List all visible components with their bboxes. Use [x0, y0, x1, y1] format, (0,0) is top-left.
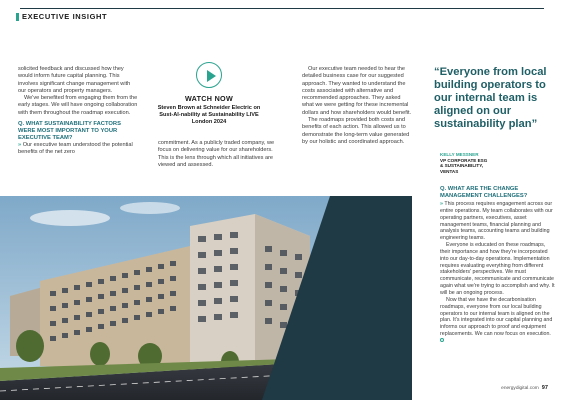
col1-question: Q. WHAT SUSTAINABILITY FACTORS WERE MOST IMPORTANT TO YOUR EXECUTIVE TEAM? [18, 121, 121, 142]
footer-site[interactable]: energydigital.com [501, 386, 539, 391]
quote-role-1: VP CORPORATE ESG [440, 157, 488, 163]
video-promo [150, 62, 268, 125]
end-mark-icon [440, 338, 444, 342]
col4-paragraph-3-text: Now that we have the decarbonisation roadmaps, everyone from our local building operators to our internal team is aligned on the plan. It's integrated into our capital planning and informs our approach to proof and equipment replacements. We can now focus on execution. [440, 296, 553, 338]
col4-paragraph-1 [440, 201, 556, 242]
col4-paragraph-1-text: This process requires engagement across our entire operations. My team collaborates with our operating partners, executives, asset management teams, financial planning and analysis teams, accounting teams and building engineering teams. [440, 201, 553, 242]
building-photo [0, 196, 412, 400]
col4-paragraph-2: Everyone is educated on these roadmaps, their importance and how they're incorporated into our day-to-day operations. Implementation requires evaluating everything from different stakeholders' perspectives. We must communicate, recommunicate and communicate again what we're trying to accomplish and why. It will be an ongoing process. [440, 242, 555, 296]
col3-paragraph-2: The roadmaps provided both costs and benefits of each action. This allowed us to demonstrate the long-term value generated by our holistic and coordinated approach. [302, 117, 410, 145]
col4-paragraph-3 [440, 297, 556, 345]
column-2-text: commitment. As a publicly traded company, we focus on delivering value for our shareholders. This is the lens through which all initiatives are viewed and assessed. [158, 140, 275, 168]
quote-name: KELLY MESSNER [440, 152, 479, 157]
building-illustration [0, 196, 412, 400]
page-footer [501, 385, 548, 391]
col4-question: Q. WHAT ARE THE CHANGE MANAGEMENT CHALLENGES? [440, 186, 528, 199]
col1-paragraph-1: solicited feedback and discussed how they would inform future capital planning. This involves significant change management with our operators and property managers. [18, 66, 131, 94]
arrow-icon: » [440, 201, 443, 207]
col1-answer-text: Our executive team understood the potential benefits of the net zero [18, 142, 133, 156]
pull-quote: “Everyone from local building operators to our internal team is aligned on our sustainability plan” [434, 66, 547, 130]
column-1 [18, 66, 138, 157]
header-rule [20, 8, 544, 9]
column-3 [302, 66, 412, 146]
quote-role-2: & SUSTAINABILITY, [440, 163, 484, 168]
video-title[interactable]: WATCH NOW [184, 94, 234, 103]
quote-attribution [440, 152, 550, 174]
col3-paragraph-1: Our executive team needed to hear the detailed business case for our suggested approach. They wanted to understand the costs associated with alternative and recommended approaches. They asked what we were getting for these incremental dollars and how shareholders would benefit. [302, 66, 412, 116]
video-subtitle: Steven Brown at Schneider Electric on Sust-AI-nability at Sustainability LIVE London 2024 [157, 105, 261, 125]
section-label: EXECUTIVE INSIGHT [22, 12, 108, 21]
arrow-icon: » [18, 142, 22, 149]
quote-company: VENTAS [440, 168, 459, 174]
col1-answer [18, 142, 138, 157]
play-icon[interactable] [196, 62, 222, 88]
column-4 [440, 186, 556, 345]
page-number: 97 [541, 385, 548, 391]
col1-paragraph-2: We've benefited from engaging them from the early stages. We will have ongoing collaboration with them throughout the roadmap execution. [18, 95, 138, 116]
